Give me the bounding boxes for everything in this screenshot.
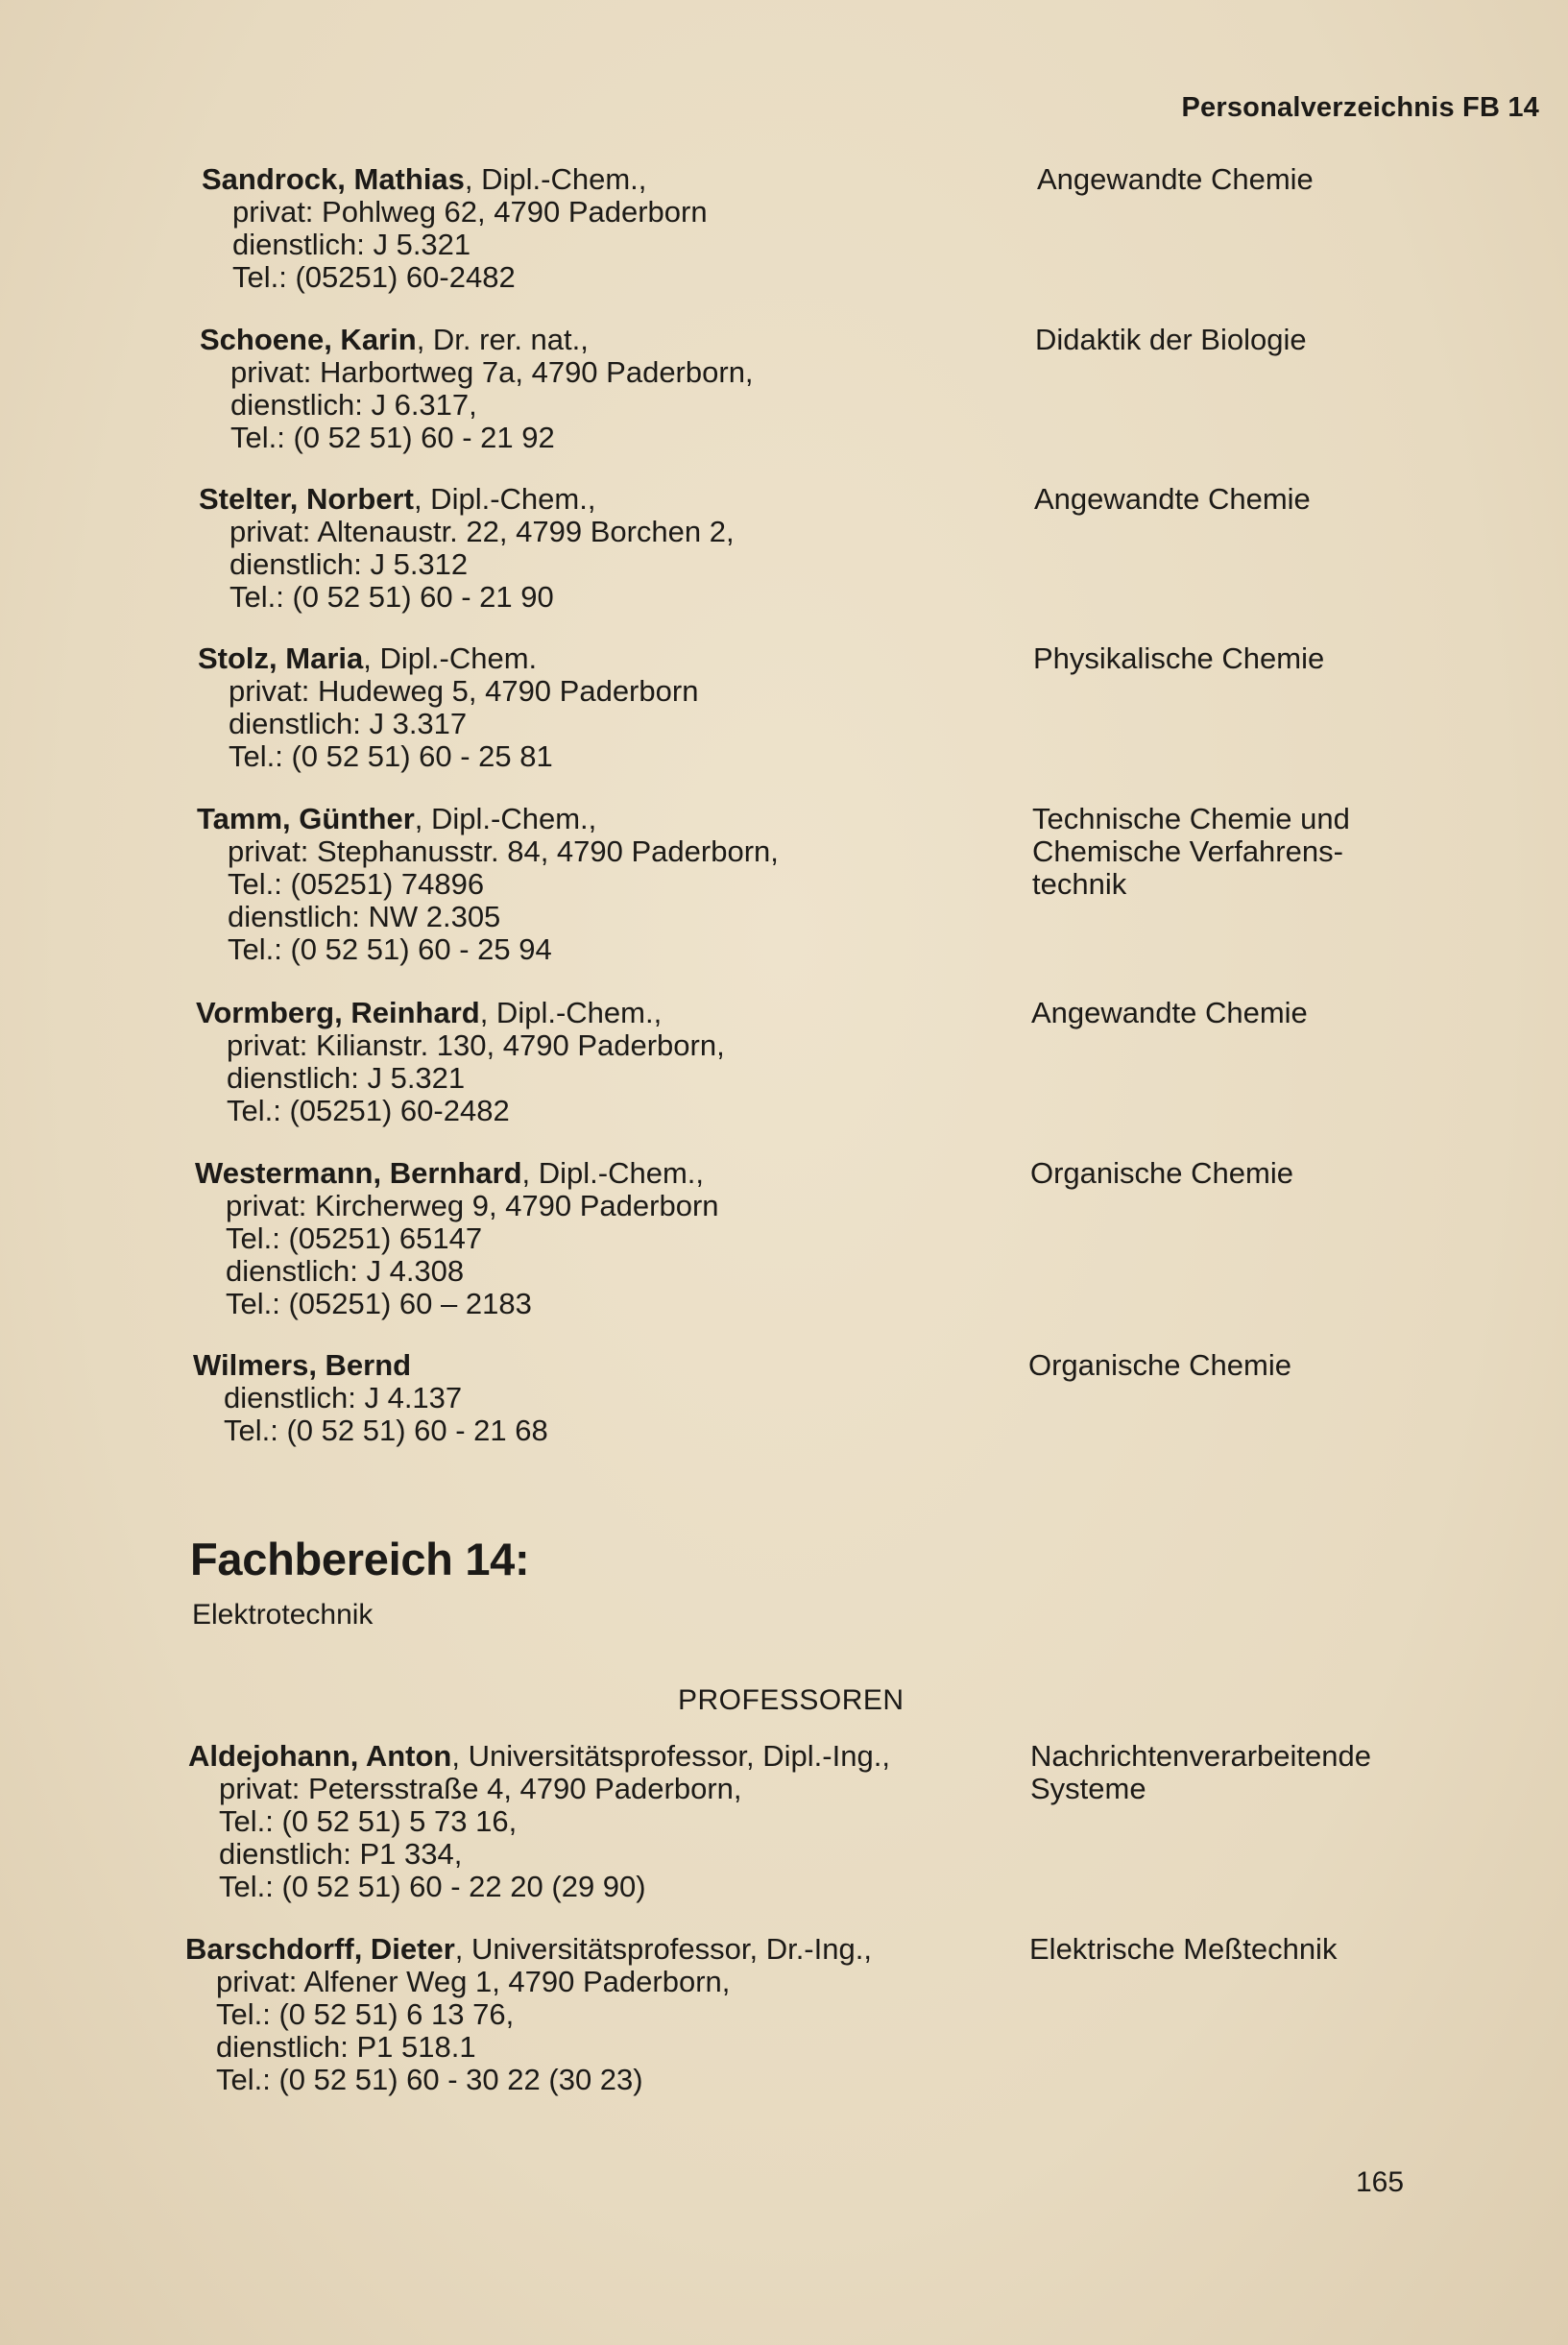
person-name: Stolz, Maria: [198, 641, 364, 675]
running-header: Personalverzeichnis FB 14: [1181, 92, 1539, 123]
office-phone: Tel.: (05251) 60-2482: [232, 260, 516, 294]
private-address: privat: Alfener Weg 1, 4790 Paderborn,: [216, 1965, 731, 1998]
office-phone: Tel.: (0 52 51) 60 - 21 68: [224, 1414, 548, 1447]
office-phone: Tel.: (0 52 51) 60 - 30 22 (30 23): [216, 2063, 643, 2096]
department: Organische Chemie: [1030, 1156, 1293, 1190]
private-phone: Tel.: (0 52 51) 5 73 16,: [219, 1804, 518, 1838]
person-details: [197, 803, 1023, 966]
person-title: , Dipl.-Chem.,: [521, 1156, 704, 1190]
department: Physikalische Chemie: [1033, 641, 1325, 675]
person-name: Wilmers, Bernd: [193, 1348, 412, 1382]
office-room: dienstlich: J 5.321: [227, 1061, 466, 1095]
private-address: privat: Altenaustr. 22, 4799 Borchen 2,: [229, 515, 735, 548]
private-address: privat: Harbortweg 7a, 4790 Paderborn,: [230, 355, 754, 389]
office-phone: Tel.: (0 52 51) 60 - 22 20 (29 90): [219, 1870, 646, 1903]
person-title: , Dipl.-Chem.,: [464, 162, 647, 196]
person-name: Westermann, Bernhard: [195, 1156, 522, 1190]
person-name: Barschdorff, Dieter: [185, 1932, 455, 1966]
person-title: , Dipl.-Chem.,: [413, 482, 596, 516]
office-phone: Tel.: (05251) 60-2482: [227, 1094, 510, 1127]
person-name: Tamm, Günther: [197, 802, 415, 835]
office-room: dienstlich: NW 2.305: [228, 900, 501, 933]
department: Angewandte Chemie: [1037, 162, 1314, 196]
office-phone: Tel.: (0 52 51) 60 - 25 94: [228, 932, 552, 966]
office-room: dienstlich: J 6.317,: [230, 388, 477, 422]
department: Organische Chemie: [1028, 1348, 1291, 1382]
office-phone: Tel.: (0 52 51) 60 - 25 81: [229, 739, 553, 773]
department: Didaktik der Biologie: [1035, 323, 1307, 356]
person-title: , Universitätsprofessor, Dr.-Ing.,: [454, 1932, 872, 1966]
office-phone: Tel.: (0 52 51) 60 - 21 92: [230, 421, 555, 454]
page-number: 165: [1356, 2166, 1405, 2198]
person-name: Stelter, Norbert: [199, 482, 414, 516]
department: Nachrichtenverarbeitende Systeme: [1030, 1739, 1371, 1805]
private-address: privat: Kircherweg 9, 4790 Paderborn: [226, 1189, 719, 1222]
office-room: dienstlich: J 4.308: [226, 1254, 465, 1288]
person-name: Schoene, Karin: [200, 323, 417, 356]
private-address: privat: Stephanusstr. 84, 4790 Paderborn,: [228, 834, 779, 868]
person-name: Sandrock, Mathias: [202, 162, 465, 196]
private-phone: Tel.: (05251) 65147: [226, 1221, 483, 1255]
department: Angewandte Chemie: [1034, 482, 1311, 516]
person-details: [185, 1933, 1011, 2096]
person-details: [198, 642, 1024, 773]
office-room: dienstlich: J 5.321: [232, 228, 471, 261]
person-title: , Dr. rer. nat.,: [416, 323, 589, 356]
person-name: Vormberg, Reinhard: [196, 996, 480, 1029]
section-subtitle: Elektrotechnik: [192, 1599, 374, 1631]
person-details: [202, 163, 1027, 294]
person-details: [193, 1349, 1019, 1447]
person-title: , Dipl.-Chem.,: [414, 802, 597, 835]
group-heading: PROFESSOREN: [678, 1684, 905, 1716]
person-details: [200, 324, 1025, 454]
person-name: Aldejohann, Anton: [188, 1739, 452, 1773]
person-details: [195, 1157, 1021, 1320]
office-room: dienstlich: P1 518.1: [216, 2030, 476, 2064]
department: Angewandte Chemie: [1031, 996, 1308, 1029]
office-phone: Tel.: (0 52 51) 60 - 21 90: [229, 580, 554, 614]
person-details: [196, 997, 1022, 1127]
person-details: [199, 483, 1025, 614]
office-room: dienstlich: J 3.317: [229, 707, 468, 740]
office-room: dienstlich: J 5.312: [229, 547, 469, 581]
section-title: Fachbereich 14:: [190, 1534, 530, 1584]
department: Elektrische Meßtechnik: [1029, 1932, 1338, 1966]
person-title: , Dipl.-Chem.: [363, 641, 538, 675]
person-details: [188, 1740, 1014, 1903]
office-room: dienstlich: J 4.137: [224, 1381, 463, 1414]
person-title: , Dipl.-Chem.,: [479, 996, 663, 1029]
office-room: dienstlich: P1 334,: [219, 1837, 463, 1871]
private-phone: Tel.: (0 52 51) 6 13 76,: [216, 1997, 515, 2031]
person-title: , Universitätsprofessor, Dipl.-Ing.,: [451, 1739, 890, 1773]
private-address: privat: Kilianstr. 130, 4790 Paderborn,: [227, 1028, 725, 1062]
department: Technische Chemie und Chemische Verfahrens- technik: [1032, 802, 1350, 901]
private-address: privat: Petersstraße 4, 4790 Paderborn,: [219, 1772, 742, 1805]
private-address: privat: Pohlweg 62, 4790 Paderborn: [232, 195, 708, 229]
office-phone: Tel.: (05251) 60 – 2183: [226, 1287, 532, 1320]
private-phone: Tel.: (05251) 74896: [228, 867, 485, 901]
private-address: privat: Hudeweg 5, 4790 Paderborn: [229, 674, 699, 708]
